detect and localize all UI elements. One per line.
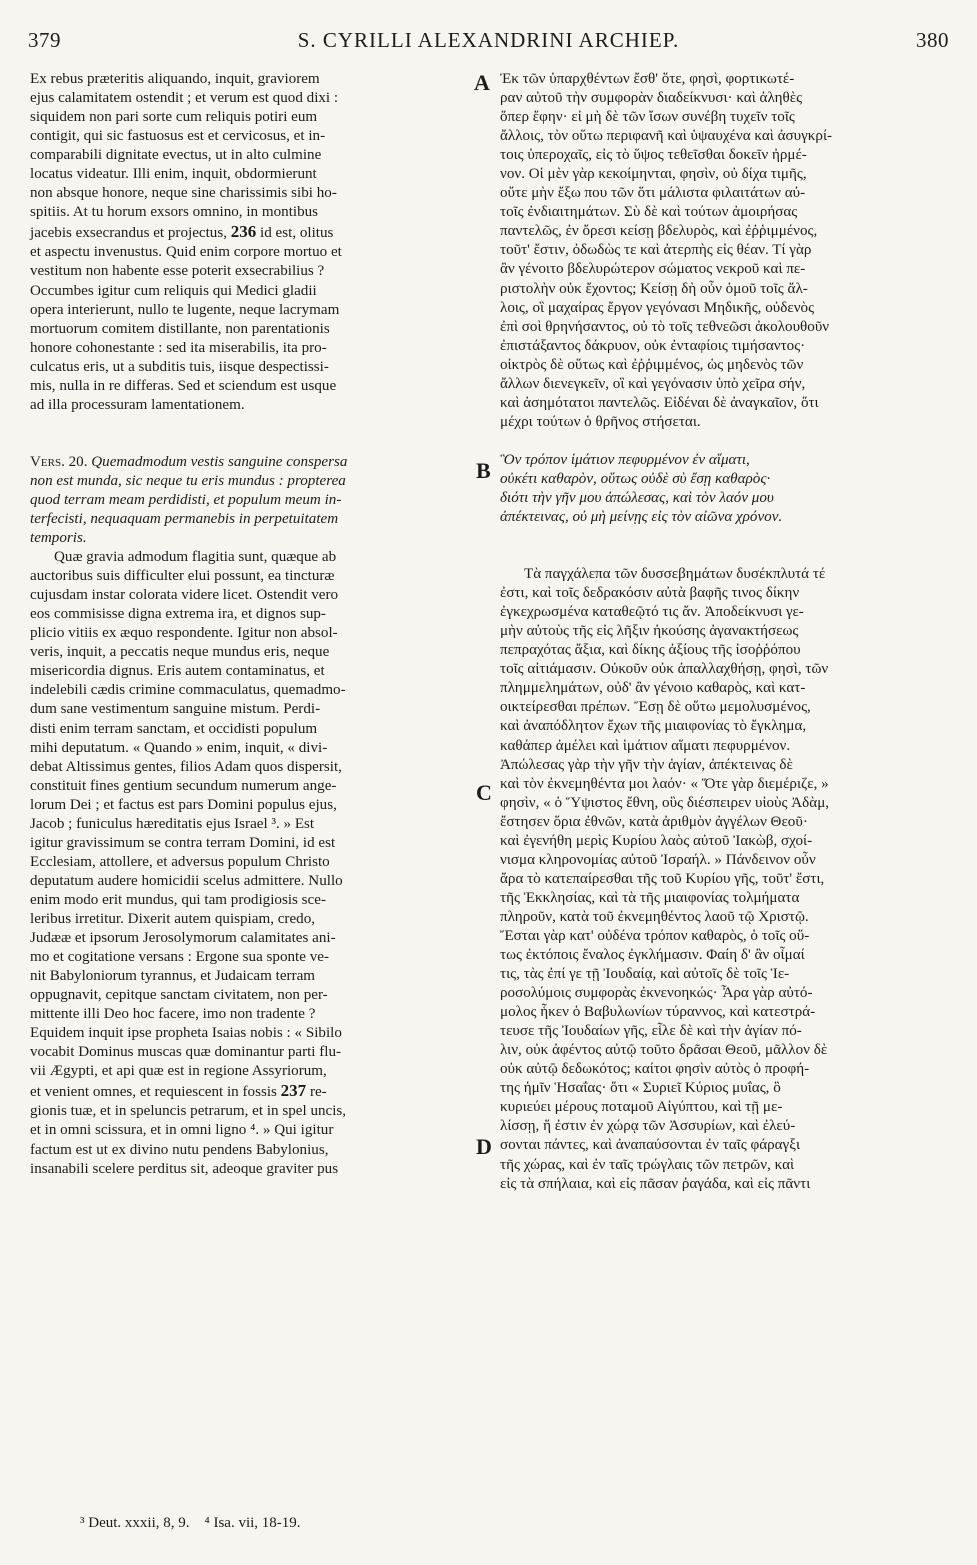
- text-line: eos commisisse digna extrema ira, et dignos sup-: [30, 606, 326, 623]
- text-line: lorum Dei ; et factus est pars Domini populus ejus,: [30, 796, 337, 813]
- latin-column: [30, 70, 472, 1179]
- text-line: contigit, qui sic fastuosus est et cervicosus, et in-: [30, 128, 326, 145]
- text-line: τοῦτ' ἔστιν, ὀδωδὼς τε καὶ ἀτερπὴς εἰς θέαν. Τί γὰρ: [500, 242, 812, 259]
- text-line: mo et cogitatione versans : Ergone sua sponte ve-: [30, 949, 330, 966]
- text-line: ἄλλοις, τὸν οὕτω περιφανῆ καὶ ὑψαυχένα καὶ ἀσυγκρί-: [500, 128, 833, 145]
- text-line: τοις ὑπεροχαῖς, εἰς τὸ ὕψος τεθεῖσθαι δοκεῖν ἠρμέ-: [500, 147, 807, 164]
- greek-verse: [500, 451, 952, 527]
- text-line: καὶ ἀσημότατοι παντελῶς. Εἰδέναι δὲ ἀναγκαῖον, ὅτι: [500, 394, 819, 411]
- text-line: φησὶν, « ὁ Ὕψιστος ἔθνη, οὓς διέσπειρεν υἱοὺς Ἀδὰμ,: [500, 794, 830, 811]
- text-line: εἰς τὰ σπήλαια, καὶ εἰς πᾶσαν ῥαγάδα, καὶ εἰς πᾶντι: [500, 1175, 811, 1192]
- text-line: πληροῦν, κατὰ τοῦ ἐκνεμηθέντος λαοῦ τῷ Χριστῷ.: [500, 908, 809, 925]
- text-line: Ὃν τρόπον ἱμάτιον πεφυρμένον ἐν αἵματι,: [500, 451, 750, 468]
- text-line: ὅπερ ἔφην· εἰ μὴ δὲ τῶν ἴσων συνέβη τυχεῖν τοῖς: [500, 109, 795, 126]
- text-line: factum est ut ex divino nutu pendens Babylonius,: [30, 1141, 329, 1158]
- text-line: οὐκέτι καθαρὸν, οὕτως οὐδὲ σὺ ἔσῃ καθαρὸς·: [500, 470, 771, 487]
- text-line: vii Ægypti, et api quæ est in regione Assyriorum,: [30, 1063, 327, 1080]
- text-line: παντελῶς, ἐν ὄρεσι κείσῃ βδελυρὸς, καὶ ἐῤῥιμμένος,: [500, 223, 818, 240]
- text-line: Τὰ παγχάλεπα τῶν δυσσεβημάτων δυσέκπλυτά τέ: [524, 566, 826, 583]
- text-line: λιν, οὐκ ἀφέντος αὐτῷ τοῦτο δρᾶσαι Θεοῦ, μᾶλλον δὲ: [500, 1042, 828, 1059]
- greek-paragraph-1: [500, 70, 952, 432]
- text-line: τῆς χώρας, καὶ ἐν ταῖς τρώγλαις τῶν πετρῶν, καὶ: [500, 1156, 795, 1173]
- running-title: S. CYRILLI ALEXANDRINI ARCHIEP.: [297, 28, 680, 52]
- text-line: nit Babyloniorum tyrannus, et Judaicam terram: [30, 968, 316, 985]
- text-line: Quæ gravia admodum flagitia sunt, quæque ab: [54, 549, 337, 566]
- text-line: διότι τὴν γῆν μου ἀπώλεσας, καὶ τὸν λαόν μου: [500, 489, 774, 506]
- margin-marker-b: B: [476, 458, 491, 483]
- latin-verse: Vers. 20. Quemadmodum vestis sanguine conspersa non est munda, sic neque tu eris mundus : propterea quod terram meam perdidisti, et populum meum in- terfecisti, nequaquam permanebis in perpetuitatem temporis.: [30, 453, 348, 547]
- text-line: Judææ et ipsorum Jerosolymorum calamitates ani-: [30, 930, 336, 947]
- text-line: τως ἐκτόποις ἔναλος ἐγκλήμασιν. Φαίη δ' ἂν οἶμαί: [500, 947, 805, 964]
- text-line: locatus videatur. Illi enim, inquit, obdormierunt: [30, 166, 317, 183]
- text-line: οὐκ αὐτῷ δεδωκότος; καίτοι φησὶν αὐτὸς ὁ προφή-: [500, 1061, 810, 1078]
- text-line: ἐπὶ σοὶ θρηνήσαντος, οὐ τὸ τοῖς τεθνεῶσι ἀκολουθοῦν: [500, 318, 830, 335]
- text-line: τις, τὰς ἐπί γε τῇ Ἰουδαίᾳ, καὶ αὐτοῖς δὲ τοῖς Ἱε-: [500, 966, 790, 983]
- text-line: oppugnavit, cepitque sanctam civitatem, non per-: [30, 987, 328, 1004]
- text-line: mortuorum comitem distillante, non parentationis: [30, 320, 330, 337]
- text-line: ραν αὐτοῦ τὴν συμφορὰν διαδείκνυσι· καὶ ἀληθὲς: [500, 90, 803, 107]
- marginal-number-237: 237: [280, 1081, 307, 1101]
- margin-marker-d: D: [476, 1134, 492, 1159]
- text-line: ἄλλων διενεγκεῖν, οἳ καὶ γεγόνασιν ὑπὸ χεῖρα σήν,: [500, 375, 806, 392]
- latin-line-236: jacebis exsecrandus et projectus, 236 id est, olitus: [30, 222, 334, 242]
- text-line: ad illa processuram lamentationem.: [30, 396, 245, 413]
- text-line: κυριεύει μέρους ποταμοῦ Αἰγύπτου, καὶ τῇ με-: [500, 1099, 783, 1116]
- latin-paragraph-1: [30, 70, 472, 222]
- text-line: μὴν αὐτοὺς τῆς εἰς λῆξιν ἡκούσης ἀγανακτήσεως: [500, 623, 799, 640]
- latin-line-237: et venient omnes, et requiescent in fossis 237 re-: [30, 1081, 327, 1101]
- text-line: Ecclesiam, attollere, et adversus populum Christo: [30, 853, 330, 870]
- text-line: ἐστι, καὶ τοῖς δεδρακόσιν αὐτὰ βαφῆς τινος δίκην: [500, 585, 800, 602]
- text-line: καὶ ἐγενήθη μερὶς Κυρίου λαὸς αὐτοῦ Ἰακὼβ, σχοί-: [500, 832, 813, 849]
- text-line: πεπραχότας ἄξια, καὶ δίκης ἀξίους τῆς ἰσοῤῥόπου: [500, 642, 801, 659]
- text-line: debat Altissimus gentes, filios Adam quos dispersit,: [30, 758, 342, 775]
- text-line: ἐγκεχρωσμένα καταθεῷτό τις ἄν. Ἀποδείκνυσι γε-: [500, 604, 804, 621]
- text-line: mihi deputatum. « Quando » enim, inquit, « divi-: [30, 739, 328, 756]
- text-line: καὶ ἀναπόδλητον ἔχων τῆς μιαιφονίας τὸ ἔγκλημα,: [500, 718, 807, 735]
- text-line: enim modo erit mundus, qui tam prodigiosis sce-: [30, 891, 326, 908]
- latin-paragraph-2-rest: [30, 1102, 472, 1178]
- text-line: cujusdam instar colorata videre licet. Ostendit vero: [30, 587, 339, 604]
- text-line: vestitum non habente esse poterit exsecrabilius ?: [30, 263, 325, 280]
- text-line: πλημμελημάτων, οὐδ' ἂν γένοιο καθαρὸς, καὶ κατ-: [500, 680, 806, 697]
- text-line: οὔτε μὴν ἔξω που τῶν ὅτι μάλιστα φιλαιτάτων αὐ-: [500, 185, 806, 202]
- text-line: Ex rebus præteritis aliquando, inquit, graviorem: [30, 71, 320, 87]
- text-line: νον. Οἱ μὲν γὰρ κεκοίμηνται, φησὶν, οὐ δίχα τιμῆς,: [500, 166, 807, 183]
- text-line: τῆς Ἐκκλησίας, καὶ τὰ τῆς μιαιφονίας τολμήματα: [500, 889, 800, 906]
- text-line: οικτείρεσθαι πρέπων. Ἔσῃ δὲ οὕτω μεμολυσμένος,: [500, 699, 811, 716]
- text-line: honore cohonestante : sed ita miserabilis, ita pro-: [30, 339, 327, 356]
- text-line: τευσε τῆς Ἰουδαίων γῆς, εἷλε δὲ καὶ τὴν ἁγίαν πό-: [500, 1023, 802, 1040]
- text-line: καὶ τὸν ἐκνεμηθέντα μοι λαόν· « Ὅτε γὰρ διεμέριζε, »: [500, 775, 829, 792]
- text-line: μέχρι τούτων ὁ θρῆνος στήσεται.: [500, 413, 701, 430]
- text-line: σονται πάντες, καὶ ἀναπαύσονται ἐν ταῖς φάραγξι: [500, 1137, 801, 1154]
- greek-paragraph-2: [500, 565, 952, 1194]
- text-line: comparabili dignitate evectus, ut in alto culmine: [30, 147, 322, 164]
- latin-paragraph-1-rest: [30, 243, 472, 414]
- text-line: opera interierunt, nullo te lugente, neque lacrymam: [30, 301, 340, 318]
- text-line: constituit fines gentium secundum numerum ange-: [30, 777, 337, 794]
- text-line: ejus calamitatem ostendit ; et verum est quod dixi :: [30, 90, 339, 107]
- text-line: disti enim terram sanctam, et occidisti populum: [30, 720, 318, 737]
- text-line: leribus irretitur. Dixerit autem quispiam, credo,: [30, 910, 316, 927]
- text-line: Jacob ; funiculus hæreditatis ejus Israel ³. » Est: [30, 815, 315, 832]
- text-line: Occumbes igitur cum reliquis qui Medici gladii: [30, 282, 317, 299]
- text-line: mis, nulla in re differas. Sed et sciendum est usque: [30, 377, 337, 394]
- page-header: [28, 28, 949, 66]
- text-line: λοις, οἳ μαχαίρας ἔργον γεγόνασι Μηδικῆς, οὐδενὸς: [500, 299, 815, 316]
- page-number-right: 380: [916, 28, 949, 52]
- text-line: non absque honore, neque sine charissimis sibi ho-: [30, 185, 337, 202]
- latin-paragraph-2: [30, 548, 472, 1081]
- marginal-number-236: 236: [230, 222, 257, 242]
- text-line: Ἀπώλεσας γὰρ τὴν γῆν τὴν ἁγίαν, ἀπέκτεινας δὲ: [500, 756, 793, 773]
- text-line: vocabit Dominus muscas quæ dominantur parti flu-: [30, 1044, 342, 1061]
- text-line: ἂν γένοιτο βδελυρώτερον σώματος νεκροῦ καὶ πε-: [500, 261, 806, 278]
- text-line: indelebili cædis crimine commaculatus, quemadmo-: [30, 682, 346, 699]
- text-line: insanabili scelere perditus sit, adeoque graviter pus: [30, 1160, 339, 1177]
- text-line: νισμα κληρονομίας αὐτοῦ Ἰσραήλ. » Πάνδεινον οὖν: [500, 851, 816, 868]
- greek-column: [500, 70, 952, 1194]
- footnote-4: ⁴ Isa. vii, 18-19.: [204, 1515, 301, 1531]
- margin-marker-c: C: [476, 780, 492, 805]
- footnotes: [80, 1515, 580, 1532]
- text-line: siquidem non pari sorte cum reliquis potiri eum: [30, 109, 318, 126]
- text-line: καθάπερ ἀμέλει καὶ ἱμάτιον αἵματι πεφυρμένον.: [500, 737, 791, 754]
- text-line: mittente illi Deo hoc facere, imo non tradente ?: [30, 1006, 316, 1023]
- text-line: της ἡμῖν Ἡσαΐας· ὅτι « Συριεῖ Κύριος μυΐας, ὃ: [500, 1080, 781, 1097]
- text-line: misericordia dignus. Eris autem contaminatus, et: [30, 663, 325, 680]
- text-line: Ἔσται γὰρ κατ' οὐδένα τρόπον καθαρὸς, ὁ τοῖς οὕ-: [500, 927, 810, 944]
- margin-marker-a: A: [474, 70, 490, 95]
- text-line: gionis tuæ, et in speluncis petrarum, et in spel uncis,: [30, 1103, 347, 1120]
- text-line: ἀπέκτεινας, οὐ μὴ μείνῃς εἰς τὸν αἰῶνα χρόνον.: [500, 509, 783, 526]
- text-line: igitur gravissimum se contra terram Domini, id est: [30, 834, 336, 851]
- text-line: et in omni scissura, et in omni ligno ⁴. » Qui igitur: [30, 1122, 334, 1139]
- text-line: deputatum audere homicidii scelus admittere. Nullo: [30, 872, 343, 889]
- text-line: ριστολὴν οὐκ ἔχοντος; Κείσῃ δὴ οὖν ὁμοῦ τοῖς ἄλ-: [500, 280, 808, 297]
- text-line: ἔστησεν ὅρια ἐθνῶν, κατὰ ἀριθμὸν ἀγγέλων Θεοῦ·: [500, 813, 808, 830]
- text-line: et aspectu invenustus. Quid enim corpore mortuo et: [30, 244, 342, 261]
- verse-label: Vers. 20.: [30, 453, 88, 470]
- text-line: plicio vitiis ex æquo respondente. Igitur non absol-: [30, 625, 338, 642]
- text-line: τοῖς αἰτιάμασιν. Οὐκοῦν οὐκ ἀπαλλαχθήσῃ, φησὶ, τῶν: [500, 661, 829, 678]
- text-line: spitiis. At tu horum exsors omnino, in montibus: [30, 204, 319, 221]
- text-line: dum sane vestimentum sanguine mistum. Perdi-: [30, 701, 321, 718]
- text-line: culcatus eris, ut a subditis tuis, iisque despectissi-: [30, 358, 329, 375]
- text-line: ἄρα τὸ κατεπαίρεσθαι τῆς τοῦ Κυρίου γῆς, τοῦτ' ἔστι,: [500, 870, 825, 887]
- text-line: μολος ἧκεν ὁ Βαβυλωνίων τύραννος, καὶ κατεστρά-: [500, 1004, 816, 1021]
- text-line: λίσσῃ, ἥ ἐστιν ἐν χώρᾳ τῶν Ἀσσυρίων, καὶ ἐλεύ-: [500, 1118, 796, 1135]
- page-number-left: 379: [28, 28, 61, 52]
- text-line: ροσολύμοις συμφορὰς ἐκνενοηκώς· Ἆρα γὰρ αὐτό-: [500, 985, 813, 1002]
- text-line: ἐπιστάξαντος δάκρυον, οὐκ ἐνταφίοις τιμήσαντος·: [500, 337, 806, 354]
- text-line: veris, inquit, a peccatis neque mundus eris, neque: [30, 644, 330, 661]
- footnote-3: ³ Deut. xxxii, 8, 9.: [80, 1515, 190, 1531]
- text-line: Ἐκ τῶν ὑπαρχθέντων ἔσθ' ὅτε, φησὶ, φορτικωτέ-: [500, 71, 795, 87]
- text-line: οἰκτρὸς δὲ οὕτως καὶ ἐῤῥιμμένος, ὡς μηδενὸς τῶν: [500, 356, 804, 373]
- text-line: τοῖς ἐνδιαιτημάτων. Σὺ δὲ καὶ τούτων ἀμοιρήσας: [500, 204, 798, 221]
- text-line: Equidem inquit ipse propheta Isaias nobis : « Sibilo: [30, 1025, 342, 1042]
- text-line: auctoribus suis difficulter elui possunt, ea tincturæ: [30, 568, 335, 585]
